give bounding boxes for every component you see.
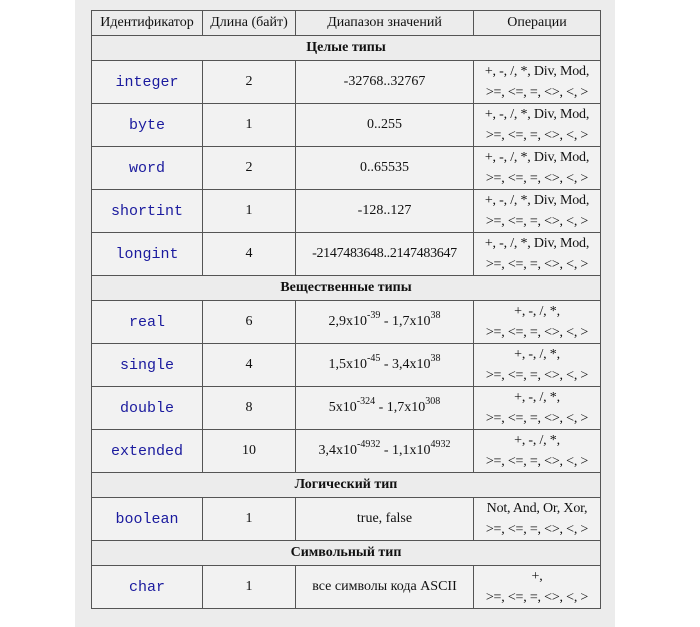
type-length: 10 <box>203 430 296 473</box>
type-identifier: boolean <box>92 498 203 541</box>
group-title: Целые типы <box>92 36 601 61</box>
range-min-exponent: -324 <box>356 396 376 408</box>
operations-line: +, -, /, *, Div, Mod, <box>484 236 590 251</box>
range-min-exponent: -39 <box>366 310 381 322</box>
type-length: 2 <box>203 147 296 190</box>
operations-line: >=, <=, =, <>, <, > <box>485 214 589 229</box>
operations-line: >=, <=, =, <>, <, > <box>485 257 589 272</box>
operations-line: +, -, /, *, <box>514 347 560 362</box>
type-identifier: longint <box>92 233 203 276</box>
range-min-base: 3,4x10 <box>318 443 357 458</box>
type-length: 1 <box>203 190 296 233</box>
operations-line: >=, <=, =, <>, <, > <box>485 411 589 426</box>
range-max-exponent: 4932 <box>430 439 451 451</box>
type-range <box>296 387 474 430</box>
type-range <box>296 344 474 387</box>
operations-line: >=, <=, =, <>, <, > <box>485 590 589 605</box>
type-length: 6 <box>203 301 296 344</box>
operations-line: +, -, /, *, <box>514 390 560 405</box>
type-identifier: byte <box>92 104 203 147</box>
range-max-base: 3,4x10 <box>392 357 431 372</box>
operations-line: >=, <=, =, <>, <, > <box>485 171 589 186</box>
range-max-base: 1,1x10 <box>392 443 431 458</box>
group-title: Символьный тип <box>92 541 601 566</box>
type-identifier: shortint <box>92 190 203 233</box>
type-operations <box>474 190 601 233</box>
type-length: 4 <box>203 344 296 387</box>
type-operations <box>474 387 601 430</box>
range-min-base: 5x10 <box>328 400 357 415</box>
range-min-exponent: -4932 <box>356 439 381 451</box>
operations-line: +, <box>531 569 543 584</box>
data-types-table <box>91 10 601 609</box>
type-range <box>296 430 474 473</box>
type-identifier: integer <box>92 61 203 104</box>
type-length: 1 <box>203 566 296 609</box>
range-min-base: 1,5x10 <box>328 357 367 372</box>
type-range: 0..65535 <box>296 147 474 190</box>
type-operations <box>474 61 601 104</box>
range-separator: - <box>380 443 392 458</box>
range-min-base: 2,9x10 <box>328 314 367 329</box>
header-identifier: Идентификатор <box>92 11 203 36</box>
range-max-exponent: 38 <box>430 310 441 322</box>
table-row <box>92 301 601 344</box>
header-range: Диапазон значений <box>296 11 474 36</box>
header-operations: Операции <box>474 11 601 36</box>
operations-line: +, -, /, *, Div, Mod, <box>484 64 590 79</box>
operations-line: +, -, /, *, Div, Mod, <box>484 107 590 122</box>
type-range: 0..255 <box>296 104 474 147</box>
type-range: -128..127 <box>296 190 474 233</box>
range-min-exponent: -45 <box>366 353 381 365</box>
type-operations <box>474 498 601 541</box>
operations-line: +, -, /, *, Div, Mod, <box>484 193 590 208</box>
operations-line: Not, And, Or, Xor, <box>486 501 588 516</box>
type-identifier: extended <box>92 430 203 473</box>
table-row <box>92 498 601 541</box>
type-range: все символы кода ASCII <box>296 566 474 609</box>
type-length: 1 <box>203 498 296 541</box>
type-identifier: double <box>92 387 203 430</box>
type-range: true, false <box>296 498 474 541</box>
type-identifier: single <box>92 344 203 387</box>
group-heading-real <box>92 276 601 301</box>
range-max-base: 1,7x10 <box>392 314 431 329</box>
operations-line: +, -, /, *, <box>514 433 560 448</box>
type-operations <box>474 566 601 609</box>
table-row <box>92 344 601 387</box>
type-operations <box>474 147 601 190</box>
type-operations <box>474 430 601 473</box>
group-heading-logical <box>92 473 601 498</box>
table-row <box>92 430 601 473</box>
table-row <box>92 233 601 276</box>
type-range: -32768..32767 <box>296 61 474 104</box>
operations-line: >=, <=, =, <>, <, > <box>485 454 589 469</box>
range-max-exponent: 308 <box>425 396 441 408</box>
type-range <box>296 301 474 344</box>
operations-line: +, -, /, *, Div, Mod, <box>484 150 590 165</box>
operations-line: >=, <=, =, <>, <, > <box>485 522 589 537</box>
table-row <box>92 147 601 190</box>
type-range: -2147483648..2147483647 <box>296 233 474 276</box>
table-row <box>92 566 601 609</box>
type-length: 2 <box>203 61 296 104</box>
type-length: 4 <box>203 233 296 276</box>
group-heading-integer <box>92 36 601 61</box>
range-max-exponent: 38 <box>430 353 441 365</box>
group-heading-char <box>92 541 601 566</box>
header-row <box>92 11 601 36</box>
operations-line: >=, <=, =, <>, <, > <box>485 325 589 340</box>
table-row <box>92 387 601 430</box>
operations-line: +, -, /, *, <box>514 304 560 319</box>
type-length: 8 <box>203 387 296 430</box>
type-operations <box>474 301 601 344</box>
range-separator: - <box>380 357 392 372</box>
operations-line: >=, <=, =, <>, <, > <box>485 85 589 100</box>
range-max-base: 1,7x10 <box>386 400 426 415</box>
range-separator: - <box>380 314 392 329</box>
type-identifier: char <box>92 566 203 609</box>
table-row <box>92 61 601 104</box>
table-row <box>92 190 601 233</box>
range-separator: - <box>375 400 387 415</box>
operations-line: >=, <=, =, <>, <, > <box>485 368 589 383</box>
type-operations <box>474 233 601 276</box>
group-title: Логический тип <box>92 473 601 498</box>
table-row <box>92 104 601 147</box>
type-length: 1 <box>203 104 296 147</box>
operations-line: >=, <=, =, <>, <, > <box>485 128 589 143</box>
type-operations <box>474 344 601 387</box>
header-length: Длина (байт) <box>203 11 296 36</box>
type-identifier: word <box>92 147 203 190</box>
group-title: Вещественные типы <box>92 276 601 301</box>
type-identifier: real <box>92 301 203 344</box>
type-operations <box>474 104 601 147</box>
